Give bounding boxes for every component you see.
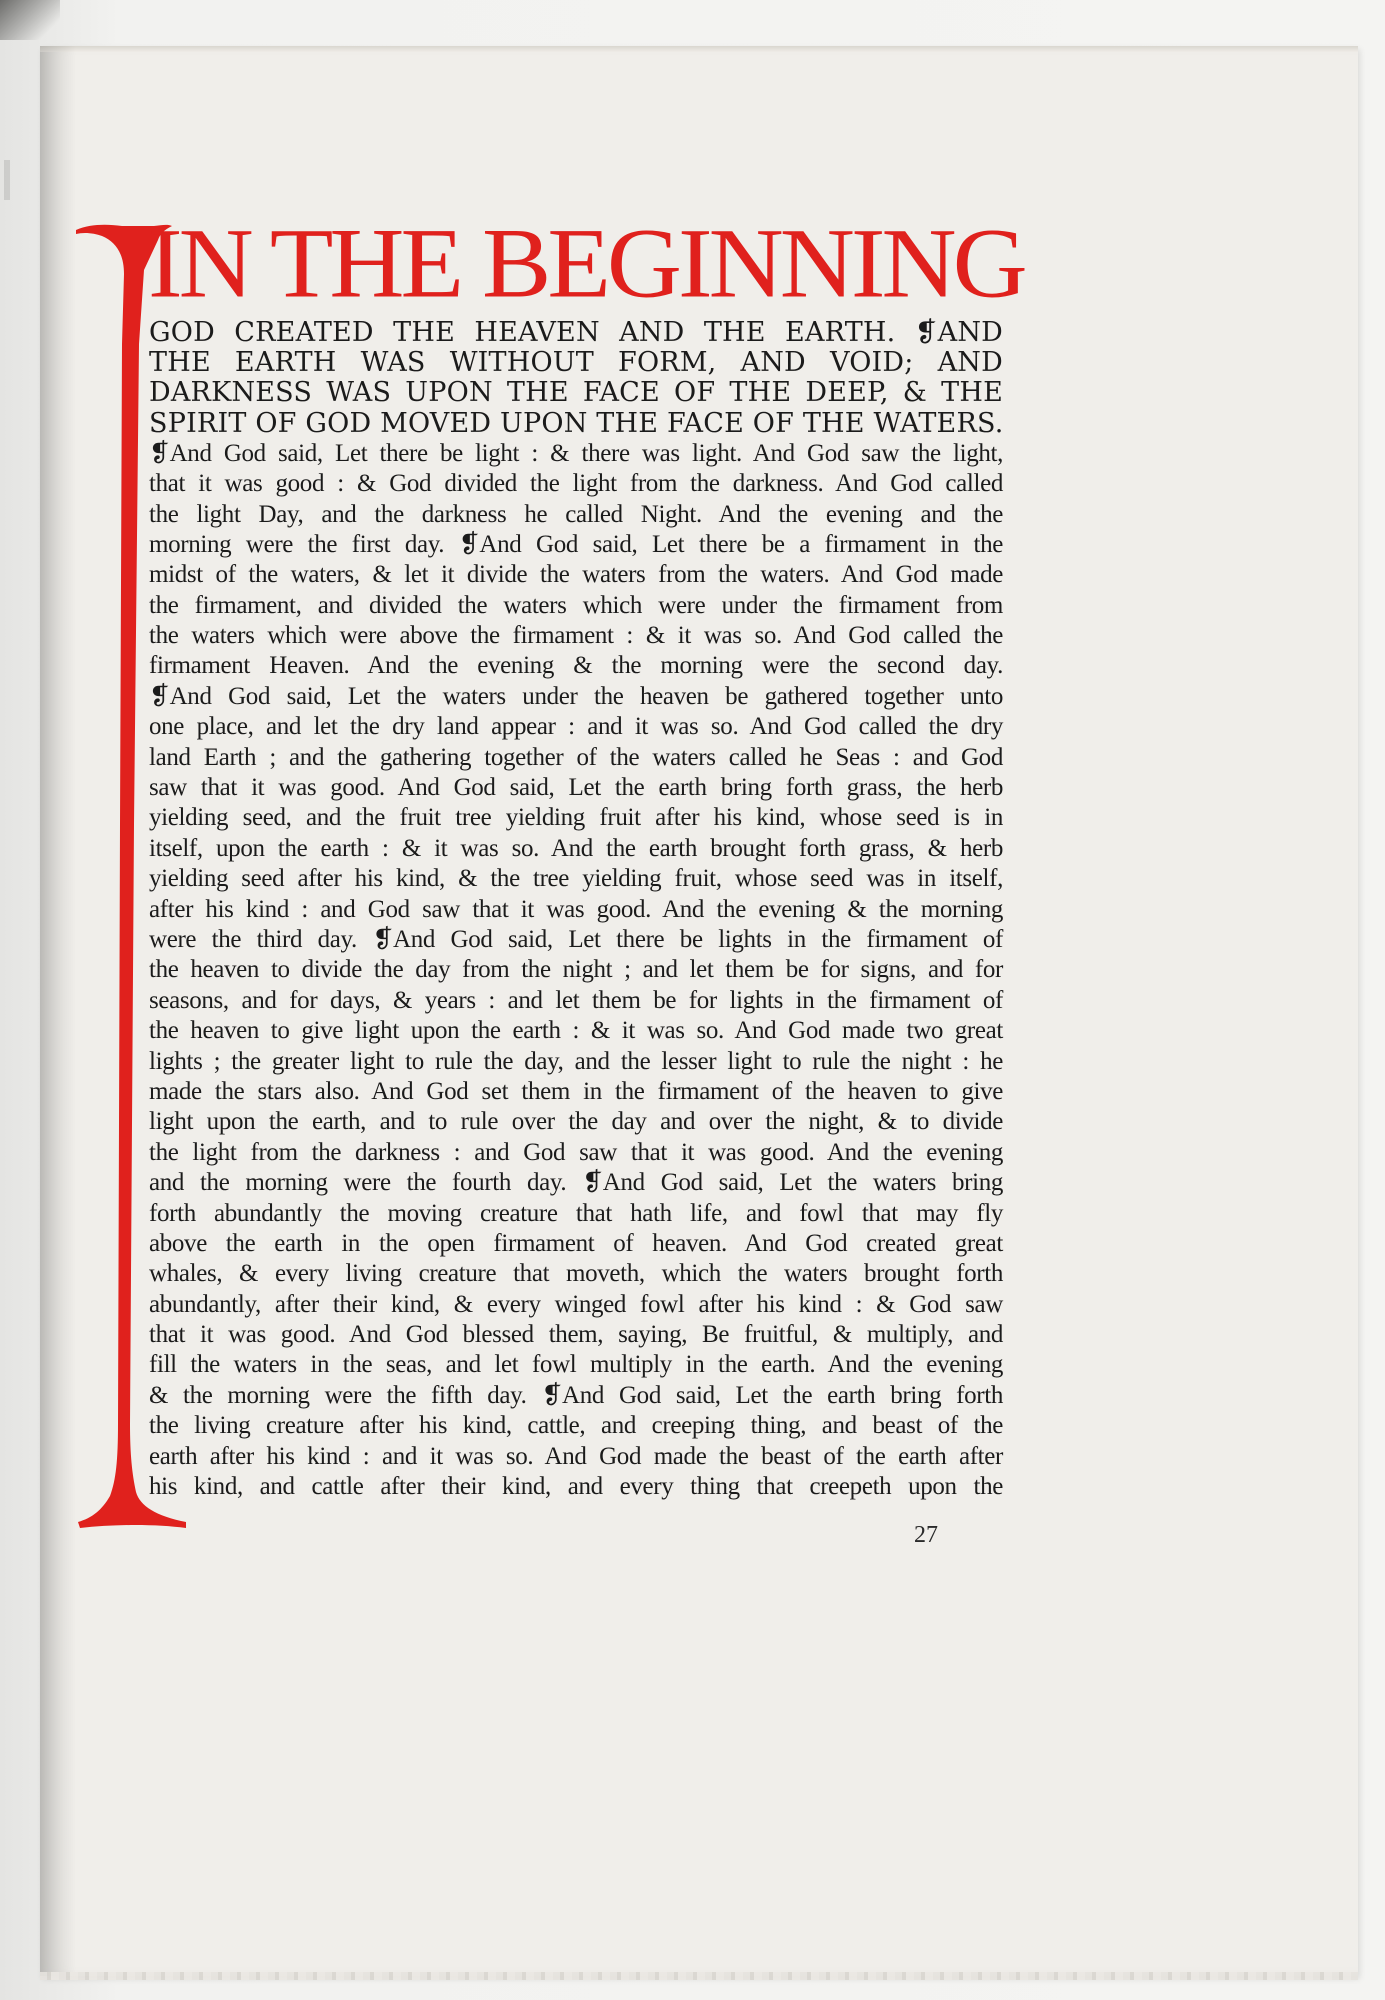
text-line: the waters which were above the firmament : & it was so. And God called the	[149, 622, 1003, 650]
text-line: ❡And God said, Let there be light : & there was light. And God saw the light,	[149, 439, 1003, 467]
text-line: that it was good : & God divided the light from the darkness. And God called	[149, 470, 1003, 498]
text-line: fill the waters in the seas, and let fowl multiply in the earth. And the evening	[149, 1351, 1003, 1379]
text-line: that it was good. And God blessed them, saying, Be fruitful, & multiply, and	[149, 1321, 1003, 1349]
text-line: yielding seed, and the fruit tree yielding fruit after his kind, whose seed is in	[149, 804, 1003, 832]
page-number: 27	[914, 1522, 938, 1548]
text-line: the heaven to give light upon the earth : & it was so. And God made two great	[149, 1017, 1003, 1045]
scripture-text-block	[149, 318, 1003, 1502]
text-line: seasons, and for days, & years : and let them be for lights in the firmament of	[149, 986, 1003, 1014]
text-line: earth after his kind : and it was so. And God made the beast of the earth after	[149, 1442, 1003, 1470]
text-line: the living creature after his kind, cattle, and creeping thing, and beast of the	[149, 1412, 1003, 1440]
text-line: and the morning were the fourth day. ❡And God said, Let the waters bring	[149, 1169, 1003, 1197]
text-line: morning were the first day. ❡And God said, Let there be a firmament in the	[149, 530, 1003, 558]
text-line: the light Day, and the darkness he called Night. And the evening and the	[149, 500, 1003, 528]
chapter-heading: IN THE BEGINNING	[148, 208, 1024, 319]
adjacent-page-corner	[0, 0, 60, 40]
text-line: the light from the darkness : and God saw that it was good. And the evening	[149, 1138, 1003, 1166]
text-line: the firmament, and divided the waters which were under the firmament from	[149, 591, 1003, 619]
caps-line: GOD CREATED THE HEAVEN AND THE EARTH. ❡AND	[149, 317, 1003, 348]
text-line: forth abundantly the moving creature that hath life, and fowl that may fly	[149, 1199, 1003, 1227]
page-edge-mark	[4, 160, 10, 200]
text-line: lights ; the greater light to rule the day, and the lesser light to rule the night : he	[149, 1047, 1003, 1075]
text-line: yielding seed after his kind, & the tree yielding fruit, whose seed was in itself,	[149, 865, 1003, 893]
text-line: saw that it was good. And God said, Let the earth bring forth grass, the herb	[149, 774, 1003, 802]
text-line: firmament Heaven. And the evening & the morning were the second day.	[149, 652, 1003, 680]
page-top-edge	[40, 46, 1358, 52]
text-line: his kind, and cattle after their kind, and every thing that creepeth upon the	[149, 1473, 1003, 1501]
text-line: midst of the waters, & let it divide the waters from the waters. And God made	[149, 561, 1003, 589]
deckle-edge	[40, 1972, 1358, 1980]
spine-shadow	[40, 46, 76, 1976]
text-line: the heaven to divide the day from the night ; and let them be for signs, and for	[149, 956, 1003, 984]
text-line: & the morning were the fifth day. ❡And God said, Let the earth bring forth	[149, 1381, 1003, 1409]
text-line: whales, & every living creature that moveth, which the waters brought forth	[149, 1260, 1003, 1288]
text-line: land Earth ; and the gathering together of the waters called he Seas : and God	[149, 743, 1003, 771]
text-line: abundantly, after their kind, & every winged fowl after his kind : & God saw	[149, 1290, 1003, 1318]
caps-line: THE EARTH WAS WITHOUT FORM, AND VOID; AND	[149, 347, 1003, 379]
text-line: ❡And God said, Let the waters under the heaven be gathered together unto	[149, 682, 1003, 710]
text-line: were the third day. ❡And God said, Let there be lights in the firmament of	[149, 926, 1003, 953]
text-line: light upon the earth, and to rule over the day and over the night, & to divide	[149, 1108, 1003, 1136]
text-line: after his kind : and God saw that it was good. And the evening & the morning	[149, 895, 1003, 923]
text-line: itself, upon the earth : & it was so. And the earth brought forth grass, & herb	[149, 834, 1003, 862]
text-line: above the earth in the open firmament of heaven. And God created great	[149, 1229, 1003, 1257]
text-line: one place, and let the dry land appear : and it was so. And God called the dry	[149, 713, 1003, 741]
text-line: made the stars also. And God set them in the firmament of the heaven to give	[149, 1077, 1003, 1105]
caps-line: DARKNESS WAS UPON THE FACE OF THE DEEP, & THE	[149, 377, 1003, 409]
caps-line: SPIRIT OF GOD MOVED UPON THE FACE OF THE WATERS.	[149, 407, 1004, 439]
